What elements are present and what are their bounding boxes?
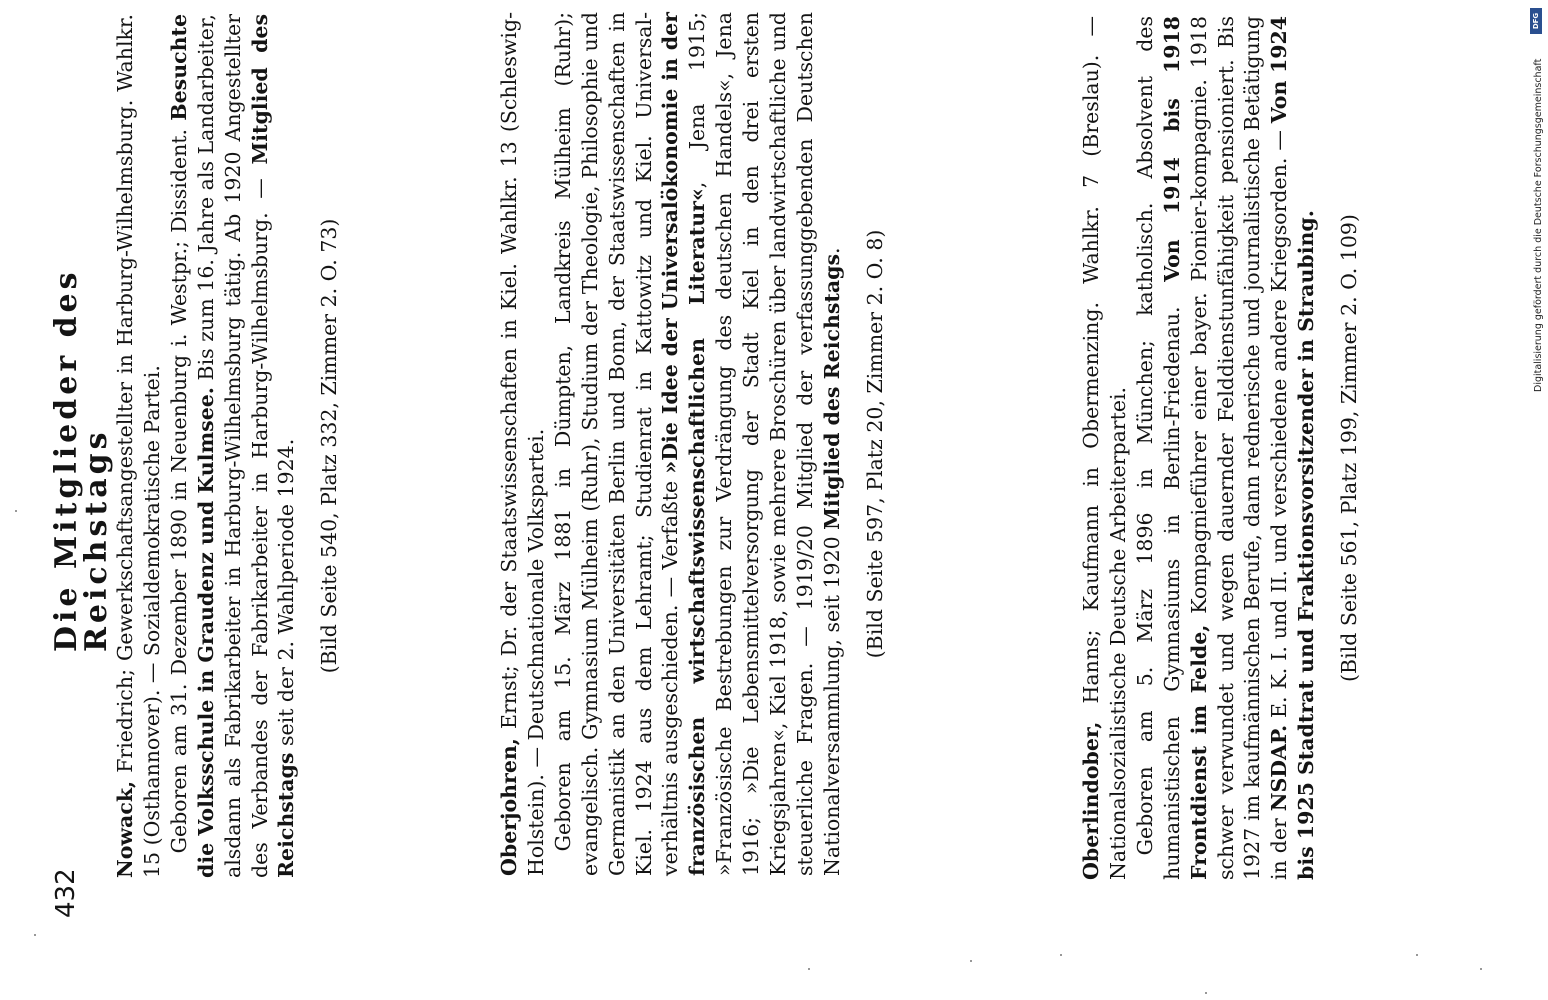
entry-body-segment: Geboren am 5. März 1896 in München; katholisch. Absolvent des humanistischen Gymnasiums in Berlin-Friedenau. bbox=[1132, 16, 1184, 880]
print-speck bbox=[1060, 954, 1062, 956]
entry-body bbox=[550, 12, 846, 876]
entry-body-segment: Mitglied des Reichstags bbox=[247, 14, 299, 878]
entry-body-segment: seit der 2. Wahlperiode 1924. bbox=[274, 438, 299, 753]
entry-head-text: Hanns; Kaufmann in Obermenzing. Wahlkr. 7 (Breslau). — Nationalsozialistische Deutsche Arbeiterpartei. bbox=[1079, 16, 1130, 880]
print-speck bbox=[1416, 954, 1418, 956]
dfg-logo-text: DFG bbox=[1532, 12, 1540, 30]
entry-name: Nowack, bbox=[113, 780, 137, 878]
digitization-note: Digitalisierung gefördert durch die Deutsche Forschungsgemeinschaft bbox=[1533, 58, 1544, 392]
entry-caption: (Bild Seite 561, Platz 199, Zimmer 2. O. 109) bbox=[1337, 214, 1362, 682]
entry-head-text: Friedrich; Gewerkschaftsangestellter in Harburg-Wilhelmsburg. Wahlkr. 15 (Osthannover). — Sozialdemokratische Partei. bbox=[113, 14, 164, 878]
entry-body-segment: , Jena 1915; »Französische Bestrebungen zur Verdrängung des deutschen Handels«, Jena 1916; »Die Lebensmittelversorgung der Stadt Kiel in den drei ersten Kriegsjahren«, Kiel 1918, sowie mehrere Broschüren über landwirtschaftliche und steuerliche Fragen. — 1919/20 Mitglied der verfassunggebenden Deutschen Nationalversammlung, seit 1920 bbox=[685, 12, 844, 876]
print-speck bbox=[1205, 992, 1207, 994]
entry-body-segment: NSDAP. bbox=[1267, 724, 1292, 812]
print-speck bbox=[970, 960, 972, 962]
entry-caption: (Bild Seite 540, Platz 332, Zimmer 2. O. 73) bbox=[317, 218, 342, 674]
entry-body-segment: . bbox=[819, 247, 844, 254]
entry-body bbox=[1132, 16, 1320, 880]
entry-name: Oberjohren, bbox=[497, 738, 521, 876]
entry-heading bbox=[496, 12, 550, 876]
entry-body-segment: Besuchte die Volksschule in Graudenz und Kulmsee. bbox=[166, 14, 218, 878]
entry-head-text: Ernst; Dr. der Staatswissenschaften in Kiel. Wahlkr. 13 (Schleswig-Holstein). — Deutschnationale Volkspartei. bbox=[497, 12, 548, 876]
entry-heading bbox=[1078, 16, 1132, 880]
print-speck bbox=[34, 934, 36, 936]
entry-body-segment: Von 1914 bis 1918 Frontdienst im Felde, bbox=[1159, 16, 1211, 880]
print-speck bbox=[1480, 968, 1482, 970]
entry-body-segment: Von 1924 bis 1925 Stadtrat und Fraktionsvorsitzender in Straubing. bbox=[1267, 16, 1319, 880]
entry-body-segment: Geboren am 15. März 1881 in Dümpten, Landkreis Mülheim (Ruhr); evangelisch. Gymnasium Mülheim (Ruhr), Studium der Theologie, Philosophie und Germanistik an den Universitäten Berlin und Bonn, der Staatswissenschaften in Kiel. 1924 aus dem Lehramt; Studienrat in Kattowitz und Kiel. bbox=[550, 12, 656, 876]
entry-heading bbox=[112, 14, 166, 878]
running-header: Die Mitglieder des Reichstags bbox=[49, 268, 114, 652]
entry-body-segment: Kompagnieführer einer bayer. Pionier-kompagnie. 1918 schwer verwundet und wegen dauernder Felddienstunfähigkeit pensioniert. Bis 1927 im kaufmännischen Berufe, dann rednerische und journalistische Betätigung in der bbox=[1186, 16, 1292, 880]
entry-oberjohren bbox=[496, 12, 889, 876]
entry-oberlindober bbox=[1078, 16, 1363, 880]
entry-name: Oberlindober, bbox=[1079, 721, 1103, 880]
entry-body-segment: Mitglied des Reichstags bbox=[819, 253, 844, 530]
page-number: 432 bbox=[51, 868, 81, 918]
entry-body-segment: — Verfaßte bbox=[658, 473, 683, 605]
entry-body-segment: Geboren am 31. Dezember 1890 in Neuenburg i. Westpr.; Dissident. bbox=[166, 120, 191, 854]
print-speck bbox=[808, 968, 810, 970]
entry-body-segment: »Die Idee der Universalökonomie in der französischen wirtschaftswissenschaftlichen Literatur« bbox=[658, 12, 710, 876]
entry-body bbox=[166, 14, 301, 878]
entry-body-segment: Universal-verhältnis ausgeschieden. bbox=[631, 12, 683, 876]
entry-caption: (Bild Seite 597, Platz 20, Zimmer 2. O. 8) bbox=[862, 229, 887, 659]
entry-nowack bbox=[112, 14, 343, 878]
print-speck bbox=[15, 510, 17, 512]
entry-body-segment: E. K. I. und II. und verschiedene andere Kriegsorden. — bbox=[1267, 123, 1292, 725]
entry-body-segment: Bis zum 16. Jahre als Landarbeiter, alsdann als Fabrikarbeiter in Harburg-Wilhelmsburg tätig. Ab 1920 Angestellter des Verbandes der Fabrikarbeiter in Harburg-Wilhelmsburg. — bbox=[193, 14, 272, 878]
